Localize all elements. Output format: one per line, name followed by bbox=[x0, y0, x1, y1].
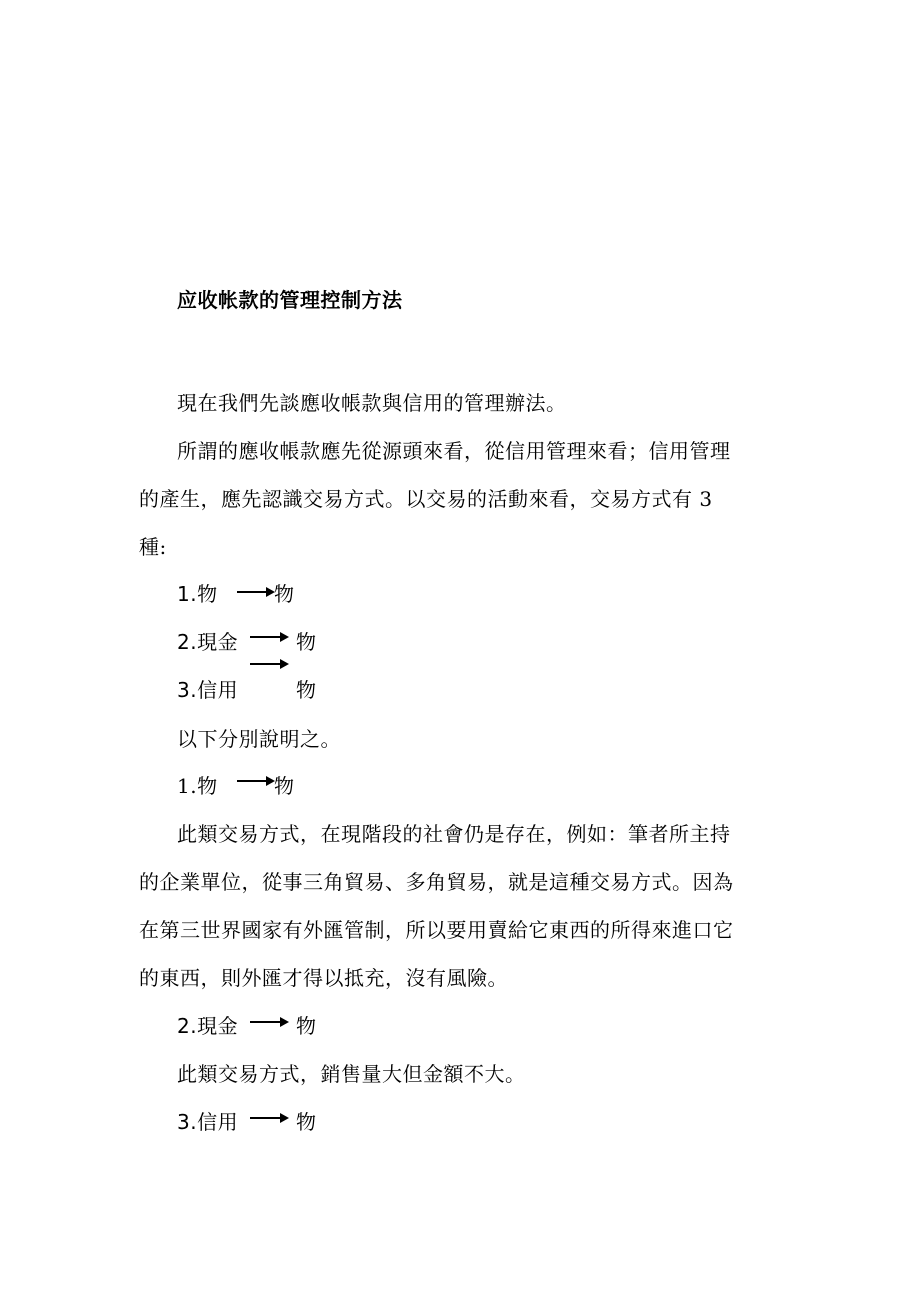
list-item-right: 物 bbox=[296, 630, 317, 654]
list-item-right: 物 bbox=[274, 582, 295, 606]
paragraph-line: 此類交易方式，在現階段的社會仍是存在，例如：筆者所主持 bbox=[177, 822, 731, 846]
right-arrow-icon bbox=[250, 663, 287, 665]
paragraph-line: 所謂的應收帳款應先從源頭來看，從信用管理來看；信用管理 bbox=[177, 439, 731, 463]
section-heading-left: 2.現金 bbox=[177, 1014, 239, 1038]
list-item bbox=[177, 678, 377, 702]
list-item-left: 2.現金 bbox=[177, 630, 239, 654]
list-item-right: 物 bbox=[296, 678, 317, 702]
section-heading-left: 3.信用 bbox=[177, 1110, 239, 1134]
right-arrow-icon bbox=[250, 636, 287, 638]
paragraph-intro: 現在我們先談應收帳款與信用的管理辦法。 bbox=[177, 391, 567, 415]
section-heading bbox=[177, 1110, 377, 1134]
paragraph-line: 的產生，應先認識交易方式。以交易的活動來看，交易方式有 3 bbox=[139, 487, 713, 511]
paragraph-line: 此類交易方式，銷售量大但金額不大。 bbox=[177, 1062, 526, 1086]
list-item bbox=[177, 582, 377, 606]
right-arrow-icon bbox=[237, 591, 273, 593]
section-heading bbox=[177, 774, 377, 798]
section-heading-right: 物 bbox=[296, 1110, 317, 1134]
right-arrow-icon bbox=[250, 1117, 287, 1119]
document-title: 应收帐款的管理控制方法 bbox=[177, 288, 403, 312]
right-arrow-icon bbox=[250, 1021, 287, 1023]
paragraph-line: 的東西，則外匯才得以抵充，沒有風險。 bbox=[139, 966, 508, 990]
list-item-left: 1.物 bbox=[177, 582, 218, 606]
section-heading-right: 物 bbox=[296, 1014, 317, 1038]
paragraph-line: 在第三世界國家有外匯管制，所以要用賣給它東西的所得來進口它 bbox=[139, 918, 734, 942]
paragraph-line: 種: bbox=[139, 535, 167, 559]
right-arrow-icon bbox=[237, 780, 273, 782]
list-item-left: 3.信用 bbox=[177, 678, 239, 702]
section-heading-right: 物 bbox=[274, 774, 295, 798]
paragraph-explain-intro: 以下分別說明之。 bbox=[177, 727, 341, 751]
section-heading-left: 1.物 bbox=[177, 774, 218, 798]
list-item bbox=[177, 630, 377, 654]
section-heading bbox=[177, 1014, 377, 1038]
paragraph-line: 的企業單位，從事三角貿易、多角貿易，就是這種交易方式。因為 bbox=[139, 870, 734, 894]
